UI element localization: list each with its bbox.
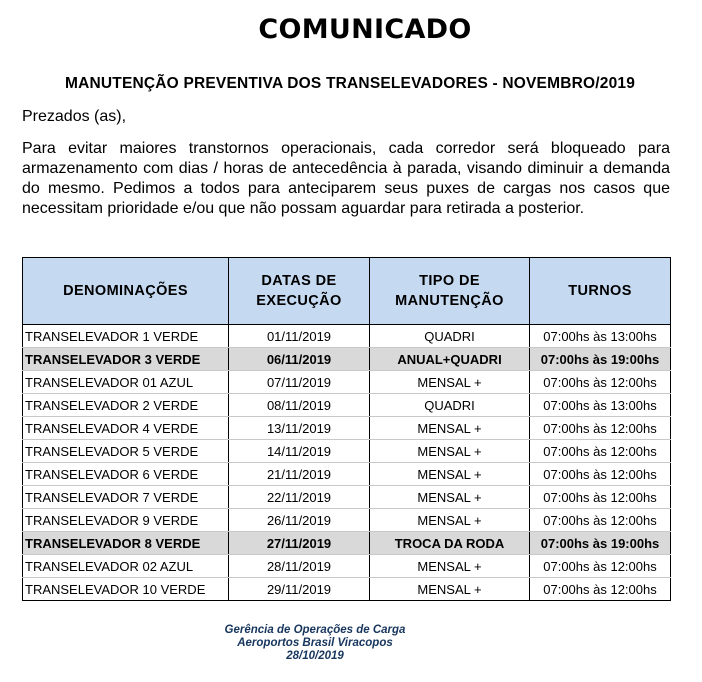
cell-date: 13/11/2019 xyxy=(229,417,370,440)
letter-greeting: Prezados (as), xyxy=(22,108,127,125)
cell-date: 29/11/2019 xyxy=(229,578,370,601)
cell-shift: 07:00hs às 12:00hs xyxy=(530,578,671,601)
cell-shift: 07:00hs às 19:00hs xyxy=(530,532,671,555)
cell-date: 01/11/2019 xyxy=(229,325,370,348)
cell-date: 14/11/2019 xyxy=(229,440,370,463)
cell-type: MENSAL + xyxy=(370,417,530,440)
table-row xyxy=(23,509,671,532)
table-row xyxy=(23,532,671,555)
cell-name: TRANSELEVADOR 5 VERDE xyxy=(23,440,229,463)
cell-type: MENSAL + xyxy=(370,371,530,394)
cell-date: 28/11/2019 xyxy=(229,555,370,578)
table-row xyxy=(23,394,671,417)
table-row xyxy=(23,440,671,463)
signature-block xyxy=(195,624,435,663)
cell-name: TRANSELEVADOR 10 VERDE xyxy=(23,578,229,601)
cell-name: TRANSELEVADOR 6 VERDE xyxy=(23,463,229,486)
cell-date: 21/11/2019 xyxy=(229,463,370,486)
cell-date: 22/11/2019 xyxy=(229,486,370,509)
table-row xyxy=(23,348,671,371)
cell-name: TRANSELEVADOR 9 VERDE xyxy=(23,509,229,532)
cell-type: MENSAL + xyxy=(370,555,530,578)
cell-date: 08/11/2019 xyxy=(229,394,370,417)
table-row xyxy=(23,417,671,440)
cell-name: TRANSELEVADOR 02 AZUL xyxy=(23,555,229,578)
signature-company: Aeroportos Brasil Viracopos xyxy=(237,637,393,649)
signature-department: Gerência de Operações de Carga xyxy=(224,624,406,636)
cell-name: TRANSELEVADOR 3 VERDE xyxy=(23,348,229,371)
table-body xyxy=(23,325,671,601)
cell-shift: 07:00hs às 12:00hs xyxy=(530,463,671,486)
cell-type: MENSAL + xyxy=(370,440,530,463)
cell-name: TRANSELEVADOR 4 VERDE xyxy=(23,417,229,440)
header-denominacoes: DENOMINAÇÕES xyxy=(23,258,229,325)
cell-date: 06/11/2019 xyxy=(229,348,370,371)
cell-type: MENSAL + xyxy=(370,486,530,509)
cell-type: TROCA DA RODA xyxy=(370,532,530,555)
header-tipo-manutencao: TIPO DE MANUTENÇÃO xyxy=(370,258,530,325)
table-row xyxy=(23,325,671,348)
cell-name: TRANSELEVADOR 01 AZUL xyxy=(23,371,229,394)
cell-type: MENSAL + xyxy=(370,463,530,486)
table-row xyxy=(23,486,671,509)
cell-shift: 07:00hs às 12:00hs xyxy=(530,509,671,532)
table-row xyxy=(23,578,671,601)
cell-name: TRANSELEVADOR 7 VERDE xyxy=(23,486,229,509)
cell-type: MENSAL + xyxy=(370,578,530,601)
cell-type: MENSAL + xyxy=(370,509,530,532)
table-row xyxy=(23,555,671,578)
cell-shift: 07:00hs às 12:00hs xyxy=(530,486,671,509)
page-subtitle: MANUTENÇÃO PREVENTIVA DOS TRANSELEVADORES - NOVEMBRO/2019 xyxy=(65,75,636,92)
table-row xyxy=(23,463,671,486)
cell-shift: 07:00hs às 12:00hs xyxy=(530,417,671,440)
cell-shift: 07:00hs às 12:00hs xyxy=(530,555,671,578)
cell-date: 07/11/2019 xyxy=(229,371,370,394)
cell-shift: 07:00hs às 13:00hs xyxy=(530,325,671,348)
cell-type: ANUAL+QUADRI xyxy=(370,348,530,371)
cell-name: TRANSELEVADOR 8 VERDE xyxy=(23,532,229,555)
cell-type: QUADRI xyxy=(370,325,530,348)
cell-date: 26/11/2019 xyxy=(229,509,370,532)
header-datas-execucao: DATAS DE EXECUÇÃO xyxy=(229,258,370,325)
cell-name: TRANSELEVADOR 1 VERDE xyxy=(23,325,229,348)
cell-shift: 07:00hs às 19:00hs xyxy=(530,348,671,371)
maintenance-schedule-table xyxy=(22,257,671,601)
cell-shift: 07:00hs às 13:00hs xyxy=(530,394,671,417)
cell-name: TRANSELEVADOR 2 VERDE xyxy=(23,394,229,417)
letter-paragraph: Para evitar maiores transtornos operacionais, cada corredor será bloqueado para armazenamento com dias / horas de antecedência à parada, visando diminuir a demanda do mesmo. Pedimos a todos para anteciparem seus puxes de cargas nos casos que necessitam prioridade e/ou que não possam aguardar para retirada a posterior. xyxy=(22,140,670,217)
signature-date: 28/10/2019 xyxy=(286,650,344,662)
header-turnos: TURNOS xyxy=(530,258,671,325)
table-row xyxy=(23,371,671,394)
cell-shift: 07:00hs às 12:00hs xyxy=(530,371,671,394)
cell-shift: 07:00hs às 12:00hs xyxy=(530,440,671,463)
page-title: COMUNICADO xyxy=(258,14,472,45)
cell-type: QUADRI xyxy=(370,394,530,417)
cell-date: 27/11/2019 xyxy=(229,532,370,555)
table-header-row xyxy=(23,258,671,325)
